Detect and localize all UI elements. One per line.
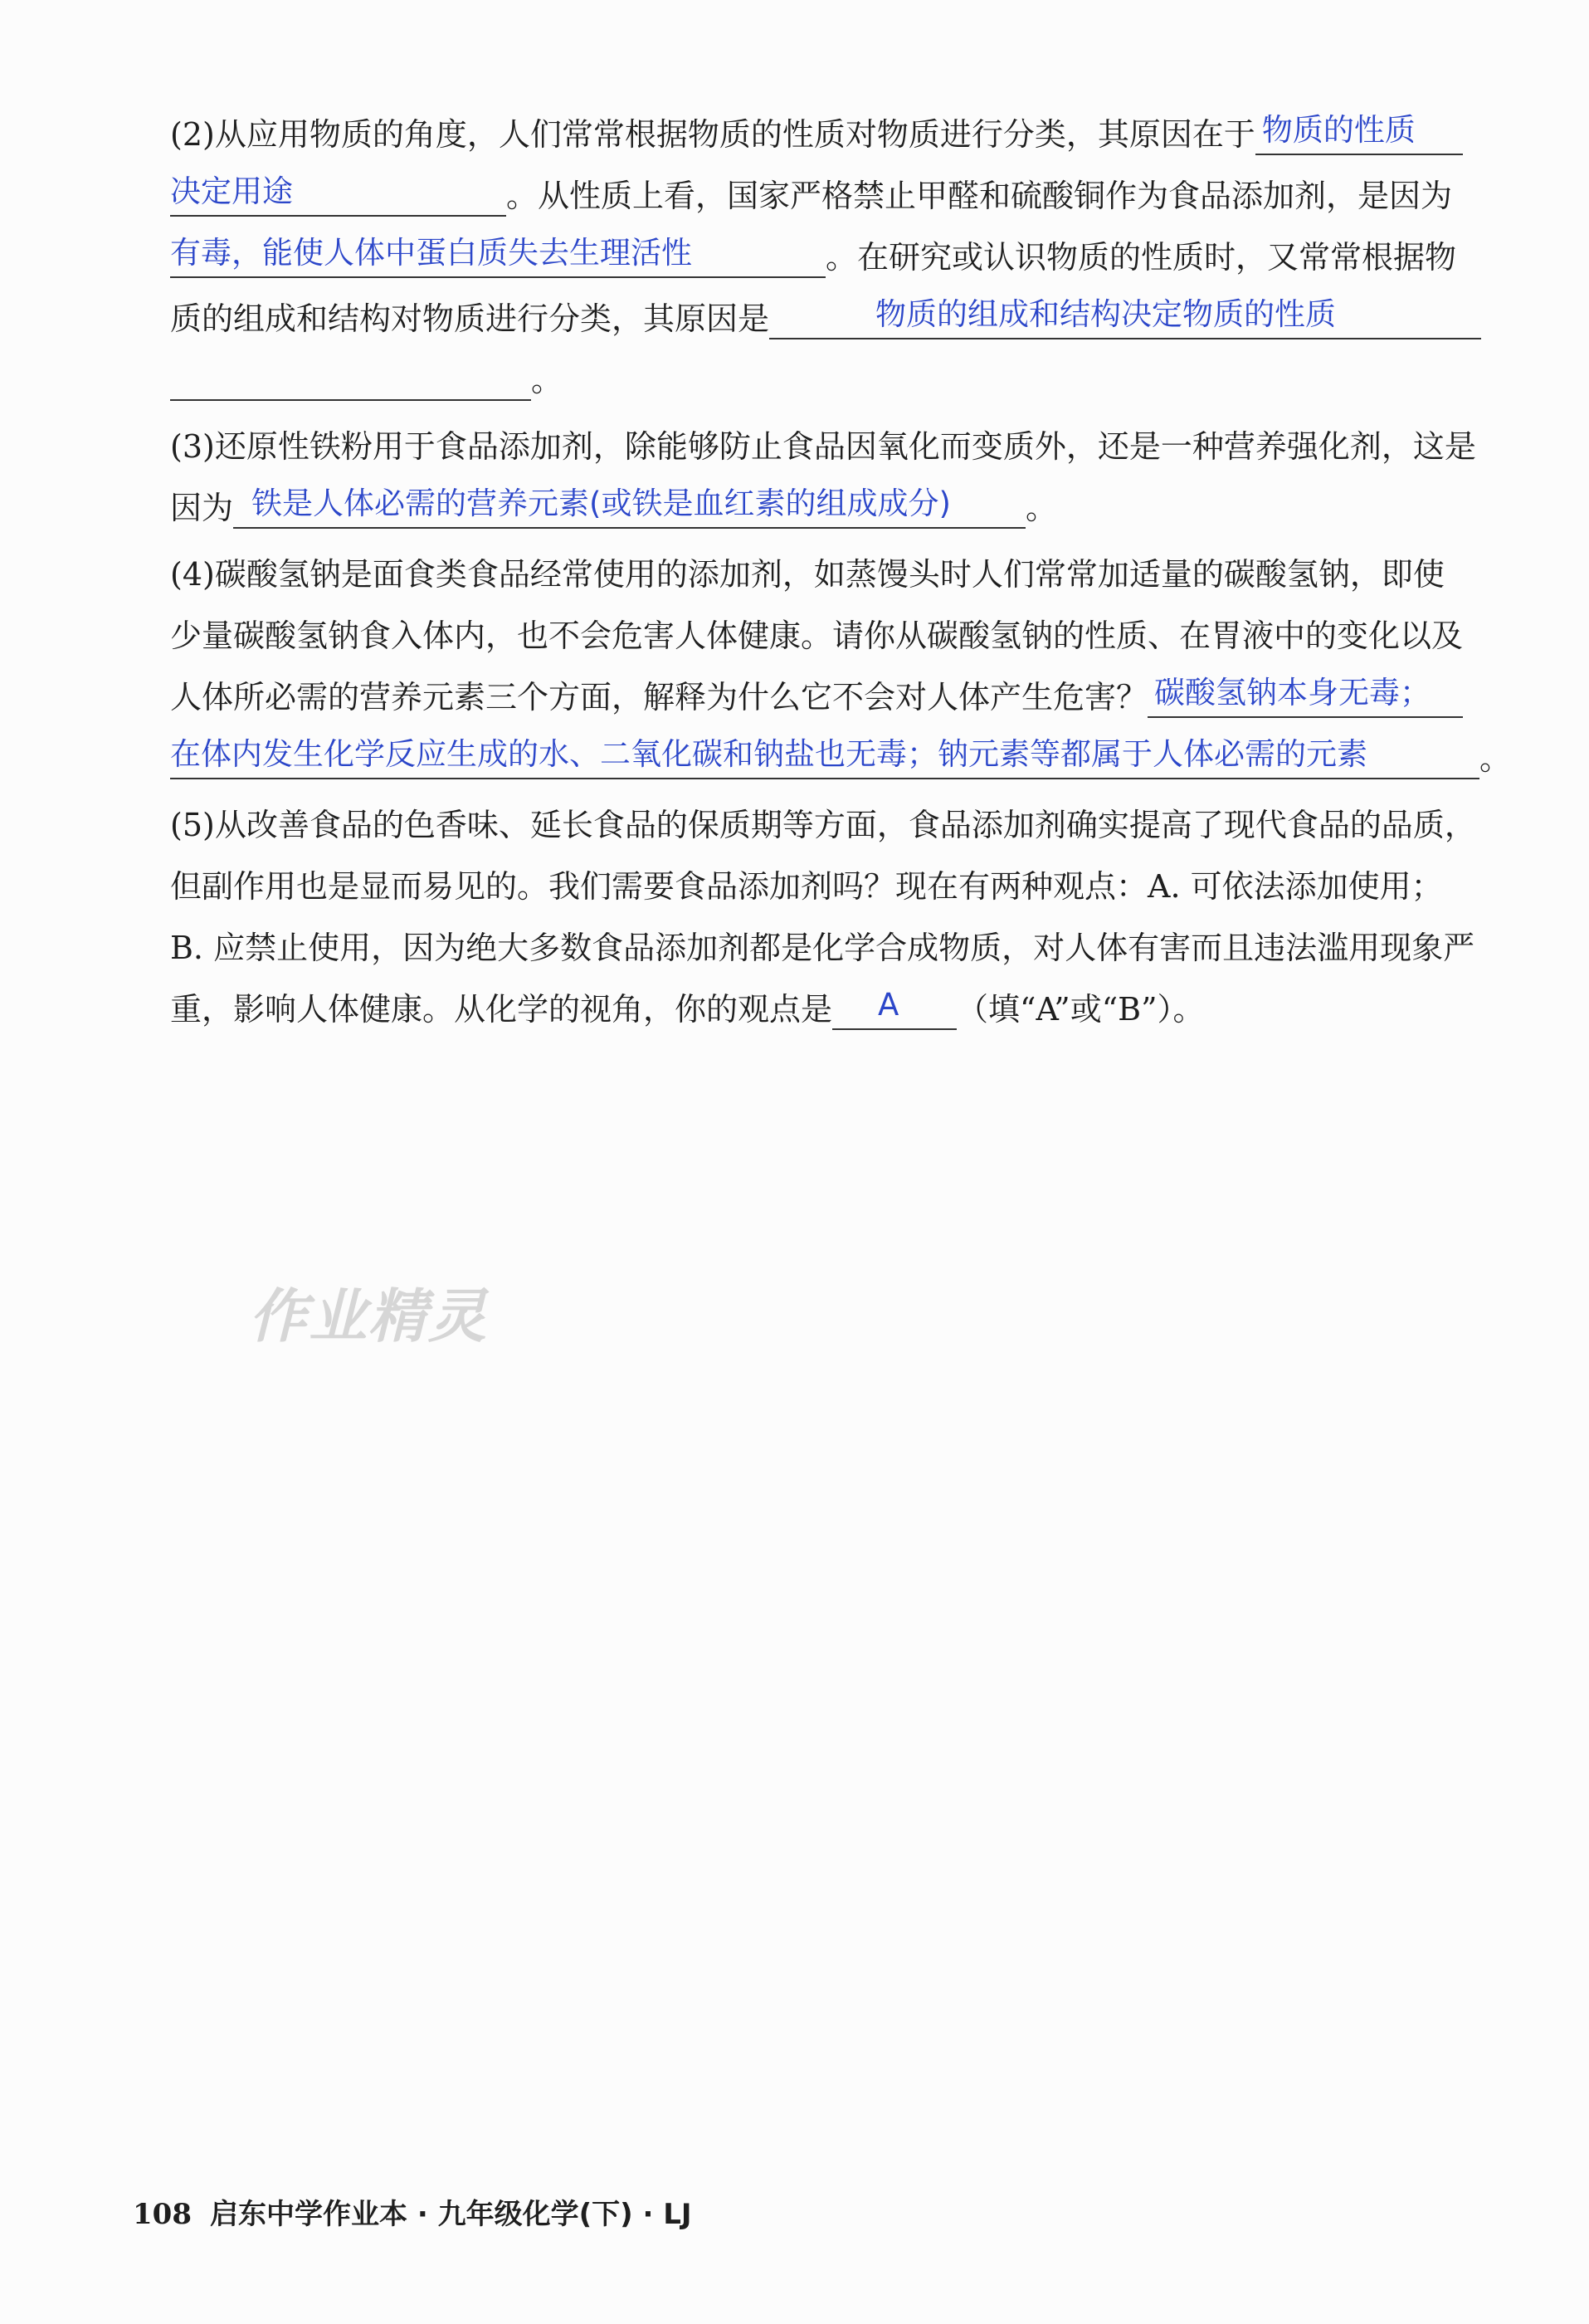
q3-end: 。 [1026,490,1058,526]
page-number: 108 [133,2198,192,2231]
q2-line-5 [170,349,1498,411]
q3-line-2 [170,477,1498,539]
q2-answer-1a: 物质的性质 [1261,112,1416,148]
q4-line-4 [170,728,1512,789]
q2-text-4: 质的组成和结构对物质进行分类，其原因是 [170,300,770,337]
q2-line-1 [170,104,1498,165]
q2-end: 。 [531,362,563,398]
question-content [170,104,1512,1040]
q2-blank-2[interactable] [170,228,826,278]
q5-answer: A [878,987,899,1023]
q2-line-3 [170,227,1498,288]
q2-blank-3[interactable] [769,290,1481,339]
watermark-logo: 作业精灵 [249,1282,488,1350]
q4-text-2: 少量碳酸氢钠食入体内，也不会危害人体健康。请你从碳酸氢钠的性质、在胃液中的变化以及 [170,618,1464,654]
q2-text-3: 。在研究或认识物质的性质时，又常常根据物 [826,239,1457,276]
q5-line-3 [170,917,1498,979]
q5-text-3: B. 应禁止使用，因为绝大多数食品添加剂都是化学合成物质，对人体有害而且违法滥用现象严 [170,930,1475,966]
q5-line-1 [170,794,1498,856]
q2-answer-3: 物质的组成和结构决定物质的性质 [875,296,1337,332]
q4-line-1 [170,544,1498,605]
q5-text-2: 但副作用也是显而易见的。我们需要食品添加剂吗？现在有两种观点：A. 可依法添加使用； [170,868,1443,905]
q5-text-1: (5)从改善食品的色香味、延长食品的保质期等方面，食品添加剂确实提高了现代食品的品质， [170,807,1476,843]
q2-line-2 [170,165,1498,227]
q2-text-2: 。从性质上看，国家严格禁止甲醛和硫酸铜作为食品添加剂，是因为 [506,178,1453,214]
q5-text-5: （填“A”或“B”）。 [957,991,1205,1028]
q4-blank-2[interactable] [170,730,1479,779]
q5-line-4 [170,979,1498,1040]
q2-answer-2: 有毒，能使人体中蛋白质失去生理活性 [170,235,692,271]
q2-blank-1-cont[interactable] [170,167,506,217]
q3-text-1: (3)还原性铁粉用于食品添加剂，除能够防止食品因氧化而变质外，还是一种营养强化剂，这是 [170,428,1476,465]
q5-blank[interactable] [832,980,957,1030]
q4-blank-1[interactable] [1148,668,1463,718]
book-title: 启东中学作业本 · 九年级化学(下) · LJ [209,2198,692,2231]
q5-text-4: 重，影响人体健康。从化学的视角，你的观点是 [170,991,833,1028]
q2-line-4 [170,288,1498,349]
q4-answer-2: 在体内发生化学反应生成的水、二氧化碳和钠盐也无毒；钠元素等都属于人体必需的元素 [170,736,1367,772]
q4-end: 。 [1479,740,1512,777]
q3-text-2: 因为 [170,490,234,526]
page-footer [133,2191,692,2232]
q2-text-1: (2)从应用物质的角度，人们常常根据物质的性质对物质进行分类，其原因在于 [170,116,1255,153]
q4-text-3: 人体所必需的营养元素三个方面，解释为什么它不会对人体产生危害？ [170,679,1148,715]
q2-blank-1[interactable] [1255,105,1463,155]
q4-text-1: (4)碳酸氢钠是面食类食品经常使用的添加剂，如蒸馒头时人们常常加适量的碳酸氢钠，即使 [170,556,1445,593]
q4-answer-1: 碳酸氢钠本身无毒； [1154,675,1431,710]
q2-answer-1b: 决定用途 [170,173,293,209]
q3-line-1 [170,416,1498,477]
q5-line-2 [170,856,1498,917]
q4-line-2 [170,605,1498,666]
q3-answer: 铁是人体必需的营养元素(或铁是血红素的组成成分) [251,486,951,521]
q3-blank[interactable] [233,479,1026,529]
q4-line-3 [170,666,1498,728]
q2-blank-3-cont[interactable] [170,351,531,401]
